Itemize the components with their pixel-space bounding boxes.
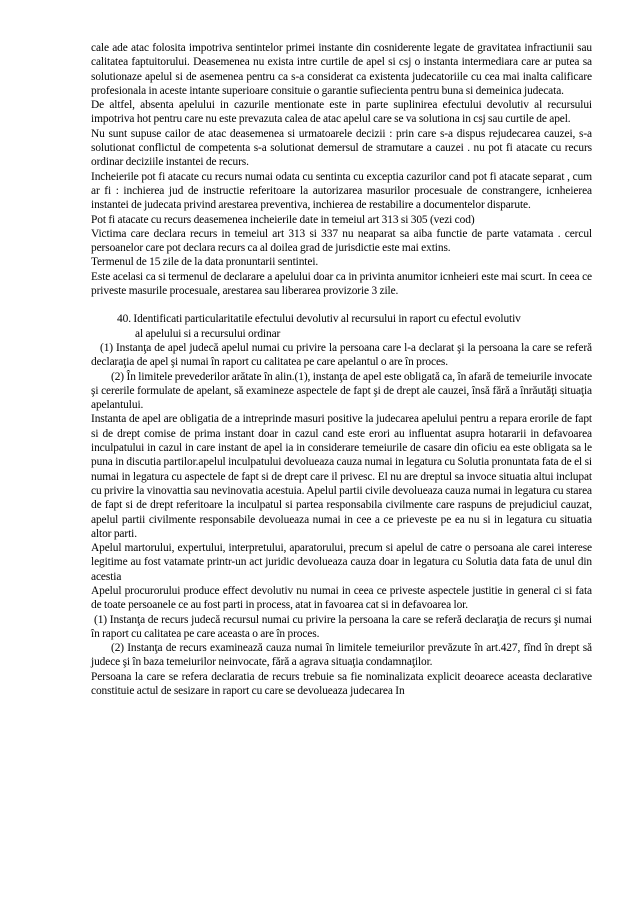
paragraph: cale ade atac folosita impotriva sentintelor primei instante din cosniderente legate de gravitatea infractiunii sau calitatea faptuitorului. Deasemenea nu exista intre curtile de apel si csj o instanta intermediara care ar putea sa solutionaze apelul si de asemenea pentru ca s-a considerat ca existenta judecatoriile cu cea mai inalta calificare profesionala in aceste intante superioare consituie o garantie sufiecienta pentru buna si demeinica judecata. (91, 42, 592, 97)
paragraph: De altfel, absenta apelului in cazurile mentionate este in parte suplinirea efectului devolutiv al recursului impotriva hot pentru care nu este prevazuta calea de atac apelul care se va solutiona in csj sau curtile de apel. (91, 99, 592, 126)
paragraph: Victima care declara recurs in temeiul art 313 si 337 nu neaparat sa aiba functie de parte vatamata . cercul persoanelor care pot declara recurs ca al doilea grad de jurisdictie este mai extins. (91, 227, 592, 255)
paragraph: Apelul procurorului produce effect devolutiv nu numai in ceea ce priveste aspectele justitie in general ci si fata de toate persoanele ce au fost parti in process, atat in favoarea cat si in defavoarea lor. (91, 584, 592, 612)
paragraph: Pot fi atacate cu recurs deasemenea incheierile date in temeiul art 313 si 305 (vezi cod) (91, 213, 475, 226)
paragraph: Apelul martorului, expertului, interpretului, aparatorului, precum si apelul de catre o persoana ale carei interese legitime au fost vatamate printr-un act juridic devolueaza cauza doar in legatura cu Solutia data fata de unul din acestia (91, 542, 592, 583)
paragraph: Nu sunt supuse cailor de atac deasemenea si urmatoarele decizii : prin care s-a dispus rejudecarea cauzei, s-a solutionat conflictul de competenta s-a solutionat demersul de stramutare a cauzei . nu pot fi atacate cu recurs ordinar deciziile instantei de recurs. (91, 127, 592, 169)
paragraph: Instanta de apel are obligatia de a intreprinde masuri positive la judecarea apelului pentru a repara erorile de fapt si de drept comise de prima instant doar in cazul cand este erori au influentat asupra hotararii in defavoarea inculpatului in cazul in care instant de apel ia in considerare temeiurile de casare din oficiu ea este obligata sa le puna in discutia partilor.apelul inculpatului devolueaza cauza numai in legatura cu Solutia pronuntata fata de el si numai in legatura cu aspectele de fapt si de drept care il privesc. El nu are dreptul sa invoce situatia altui inclupat cu privire la vinovattia sau nevinovatia acestuia. Apelul partii civile devolueaza cauza numai in legatura cu starea de fapt si de drept referitoare la inculpatul si partea responsabila civilmente care raspuns de prejudiciul cauzat, apelul partii civilmente responsabile devolueaza numai in cee a ce prieveste pe ea nu si in legatura cu situatia altor parti. (91, 413, 592, 540)
article-paragraph: (2) Instanţa de recurs examinează cauza numai în limitele temeiurilor prevăzute în art.427, fînd în drept să judece şi în baza temeiurilor neinvocate, fără a agrava situaţia condamnaţilor. (91, 642, 592, 669)
question-heading-line2: al apelului si a recursului ordinar (135, 327, 281, 340)
article-paragraph: (1) Instanţa de apel judecă apelul numai cu privire la persoana care l-a declarat şi la persoana la care se referă declaraţia de apel şi numai în raport cu calitatea pe care apelantul o are în proces. (91, 341, 592, 369)
paragraph: Termenul de 15 zile de la data pronuntarii sentintei. (91, 256, 319, 269)
paragraph-gap (91, 298, 592, 312)
article-paragraph: (2) În limitele prevederilor arătate în alin.(1), instanţa de apel este obligată ca, în afară de temeiurile invocate şi cererile formulate de apelant, să examineze aspectele de fapt şi de drept ale cauzei, însă fără a înrăutăţi situaţia apelantului. (91, 370, 592, 412)
paragraph: Este acelasi ca si termenul de declarare a apelului doar ca in privinta anumitor icnheieri este mai scurt. In ceea ce priveste masurile procesuale, arestarea sau liberarea provizorie 3 zile. (91, 270, 592, 298)
paragraph: Incheierile pot fi atacate cu recurs numai odata cu sentinta cu exceptia cazurilor cand pot fi atacate separat , cum ar fi : inchierea jud de instructie referitoare la autorizarea masurilor procesuale de constrangere, icnheierea instantei de judecata privind arestarea preventiva, inchierea de restabilire a documentelor disparute. (91, 170, 592, 212)
question-heading (91, 312, 592, 341)
question-heading-line1: 40. Identificati particularitatile efectului devolutiv al recursului in raport cu efectul evolutiv (117, 313, 521, 326)
document-body (91, 41, 592, 698)
paragraph: Persoana la care se refera declaratia de recurs trebuie sa fie nominalizata explicit deoarece aceasta declarative constituie actul de sesizare in raport cu care se devolueaza judecarea In (91, 670, 592, 698)
article-paragraph: (1) Instanţa de recurs judecă recursul numai cu privire la persoana la care se referă declaraţia de recurs şi numai în raport cu calitatea pe care aceasta o are în proces. (91, 613, 592, 640)
